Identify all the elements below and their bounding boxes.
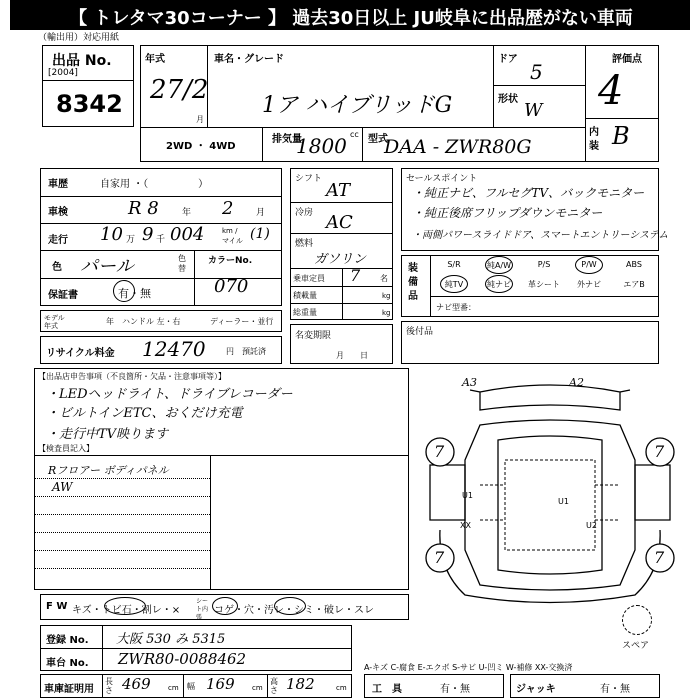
ruled-line — [34, 496, 210, 497]
height-unit: cm — [336, 684, 347, 692]
history-label: 車歴 — [48, 179, 68, 190]
selling-point-2: ・純正後席フリップダウンモニター — [412, 206, 603, 220]
tire-value-fr: 7 — [654, 442, 665, 461]
year-month-suffix: 月 — [196, 115, 204, 124]
jack-value: 有・無 — [600, 684, 630, 695]
damage-mark-1: U1 — [462, 491, 473, 500]
damage-legend: A-キズ C-腐食 E-エクボ S-サビ U-凹ミ W-補修 XX-交換済 — [364, 663, 573, 672]
tire-value-rl: 7 — [434, 548, 445, 567]
length-label: 長さ — [105, 677, 113, 695]
ruled-line — [34, 478, 210, 479]
tools-label: 工 具 — [372, 684, 402, 695]
lot-year-tag: [2004] — [48, 68, 78, 78]
width-label: 幅 — [187, 682, 195, 691]
seller-note-2: ・ビルトインETC、おくだけ充電 — [46, 406, 243, 421]
score-label: 評価点 — [612, 54, 642, 65]
drive-label: 2WD ・ 4WD — [166, 141, 236, 152]
model-label: 型式 — [368, 134, 388, 145]
width-unit: cm — [252, 684, 263, 692]
capacity-label: 乗車定員 — [293, 274, 325, 283]
fw-chip-circle — [104, 597, 146, 615]
color-value: パール — [80, 256, 134, 277]
displacement-label: 排気量 — [272, 134, 302, 145]
mileage-man-unit: 万 — [126, 235, 136, 245]
equipment-check-circle — [485, 275, 513, 293]
chassis-value: ZWR80-0088462 — [118, 650, 247, 668]
tire-value-fl: 7 — [434, 442, 445, 461]
fw-label: F W — [46, 601, 68, 612]
capacity-value: 7 — [350, 266, 361, 285]
fuel-value: ガソリン — [314, 252, 367, 267]
name-label: 車名・グレード — [214, 54, 284, 65]
equipment-check-circle — [575, 256, 603, 274]
lot-number: 8342 — [56, 90, 123, 118]
equipment-item: エアB — [623, 280, 645, 289]
seller-notes-label: 【出品店申告事項（不良箇所・欠品・注意事項等）】 — [38, 372, 226, 381]
damage-a2: A2 — [569, 376, 584, 389]
reg-label: 登録 No. — [46, 635, 89, 646]
shape-value: W — [524, 100, 543, 121]
recycle-unit: 円 — [226, 347, 234, 356]
chassis-label: 車台 No. — [46, 658, 89, 669]
recycle-status: 預託済 — [242, 347, 266, 356]
aircon-value: AC — [326, 212, 353, 233]
dealer-label: ディーラー・並行 — [210, 317, 274, 326]
equipment-check-circle — [485, 256, 513, 274]
seat-label: シート内張 — [196, 598, 209, 621]
spare-label: スペア — [622, 641, 650, 651]
selling-point-1: ・純正ナビ、フルセグTV、バックモニター — [412, 186, 645, 200]
warranty-value: 有・無 — [118, 287, 151, 300]
fuel-label: 燃料 — [295, 239, 314, 249]
shape-label: 形状 — [498, 94, 518, 105]
aircon-label: 冷房 — [295, 208, 314, 218]
inspector-notes-label: 【検査員記入】 — [38, 444, 94, 453]
equipment-item: 純TV — [444, 280, 464, 289]
seller-note-1: ・LEDヘッドライト、ドライブレコーダー — [46, 387, 293, 402]
inspection-year-unit: 年 — [182, 208, 192, 218]
equipment-item: 純A/W — [486, 261, 512, 270]
jack-label: ジャッキ — [516, 684, 556, 695]
banner-text: 【 トレタマ30コーナー 】 過去30日以上 JU岐阜に出品歴がない車両 — [69, 8, 633, 29]
displacement-value: 1800 — [296, 134, 347, 158]
equipment-item: P/S — [537, 260, 551, 269]
interior-label: 内装 — [589, 127, 599, 152]
mileage-sen-unit: 千 — [156, 235, 166, 245]
handle-label: ハンドル 左・右 — [122, 317, 181, 326]
damage-mark-4: U2 — [586, 521, 597, 530]
color-no-label: カラーNo. — [208, 256, 253, 266]
year-value: 27/2 — [150, 75, 209, 105]
selling-point-3: ・両側パワースライドドア、スマートエントリーシステム — [412, 230, 669, 241]
ruled-line — [34, 532, 210, 533]
seat-defects: コゲ・穴・汚レ・シミ・破レ・スレ — [214, 605, 374, 616]
seller-note-3: ・走行中TV映ります — [46, 427, 169, 442]
interior-value: B — [612, 122, 630, 150]
car-diagram — [410, 370, 690, 610]
color-no-value: 070 — [214, 276, 249, 297]
shift-value: AT — [326, 180, 351, 201]
navi-model-label: ナビ型番： — [436, 303, 476, 312]
lot-label: 出品 No. — [52, 53, 112, 69]
model-year-unit: 年 — [106, 317, 114, 326]
height-label: 高さ — [270, 677, 278, 695]
selling-points-label: セールスポイント — [406, 174, 478, 184]
mileage-label: 走行 — [48, 235, 68, 246]
color-label: 色 — [52, 262, 62, 273]
fw-defects: キズ・トビ石・割レ・× — [72, 605, 181, 616]
length-unit: cm — [168, 684, 179, 692]
damage-a3: A3 — [462, 376, 477, 389]
mileage-units: km / マイル — [222, 227, 243, 245]
mileage-note: (1) — [250, 226, 270, 242]
deadline-unit: 月 日 — [336, 351, 368, 360]
aftermarket-label: 後付品 — [406, 327, 434, 337]
inspection-month-value: 2 — [222, 198, 234, 219]
damage-mark-3: U1 — [558, 497, 569, 506]
doors-label: ドア — [498, 54, 518, 65]
subheader: （輸出用）対応用紙 — [38, 33, 120, 43]
tools-value: 有・無 — [440, 684, 470, 695]
certificate-label: 車庫証明用 — [44, 684, 94, 695]
equipment-item: 純ナビ — [487, 280, 511, 289]
recycle-value: 12470 — [142, 337, 206, 361]
warranty-yes-circle — [113, 280, 135, 302]
name-value: 1ア ハイブリッドG — [262, 93, 453, 118]
inspector-note-1: Rフロアー ボディパネル — [48, 464, 169, 477]
model-value: DAA - ZWR80G — [384, 136, 532, 158]
seat-stain-circle — [274, 597, 306, 615]
gross-unit: kg — [382, 309, 391, 317]
history-value: 自家用 ・（ ） — [100, 179, 209, 190]
load-label: 積載量 — [293, 291, 317, 300]
equipment-item: 外ナビ — [577, 280, 601, 289]
model-year-label: モデル年式 — [44, 314, 65, 330]
load-unit: kg — [382, 292, 391, 300]
equipment-item: P/W — [581, 260, 597, 269]
mileage-rest: 004 — [170, 224, 205, 245]
mileage-man: 10 — [100, 224, 123, 245]
equipment-item: 革シート — [528, 280, 560, 289]
tire-value-rr: 7 — [654, 548, 665, 567]
inspection-label: 車検 — [48, 207, 68, 218]
shift-label: シフト — [295, 174, 323, 184]
inspection-value: R 8 — [128, 198, 159, 219]
recycle-label: リサイクル料金 — [46, 348, 115, 359]
warranty-label: 保証書 — [48, 290, 78, 301]
aftermarket-box — [401, 321, 659, 364]
year-label: 年式 — [145, 54, 165, 65]
score-value: 4 — [598, 68, 624, 114]
color-change: 色替 — [178, 254, 186, 273]
mileage-sen: 9 — [142, 224, 154, 245]
deadline-label: 名変期限 — [295, 331, 332, 341]
width-value: 169 — [206, 675, 235, 693]
equipment-item: ABS — [626, 260, 642, 269]
ruled-line — [34, 550, 210, 551]
inspector-note-2: AW — [52, 480, 73, 494]
ruled-line — [34, 568, 210, 569]
inspection-month-unit: 月 — [256, 208, 266, 218]
displacement-unit: cc — [350, 130, 359, 139]
spare-tire-icon — [622, 605, 652, 635]
equipment-label: 装備品 — [408, 263, 418, 302]
reg-value: 大阪 530 み 5315 — [116, 632, 226, 647]
ruled-line — [34, 514, 210, 515]
height-value: 182 — [286, 675, 315, 693]
equipment-check-circle — [440, 275, 468, 293]
capacity-unit: 名 — [380, 274, 388, 283]
length-value: 469 — [122, 675, 151, 693]
equipment-item: S/R — [447, 260, 461, 269]
doors-value: 5 — [530, 60, 543, 84]
damage-mark-2: XX — [460, 521, 471, 530]
gross-label: 総重量 — [293, 308, 317, 317]
seat-burn-circle — [212, 597, 238, 615]
